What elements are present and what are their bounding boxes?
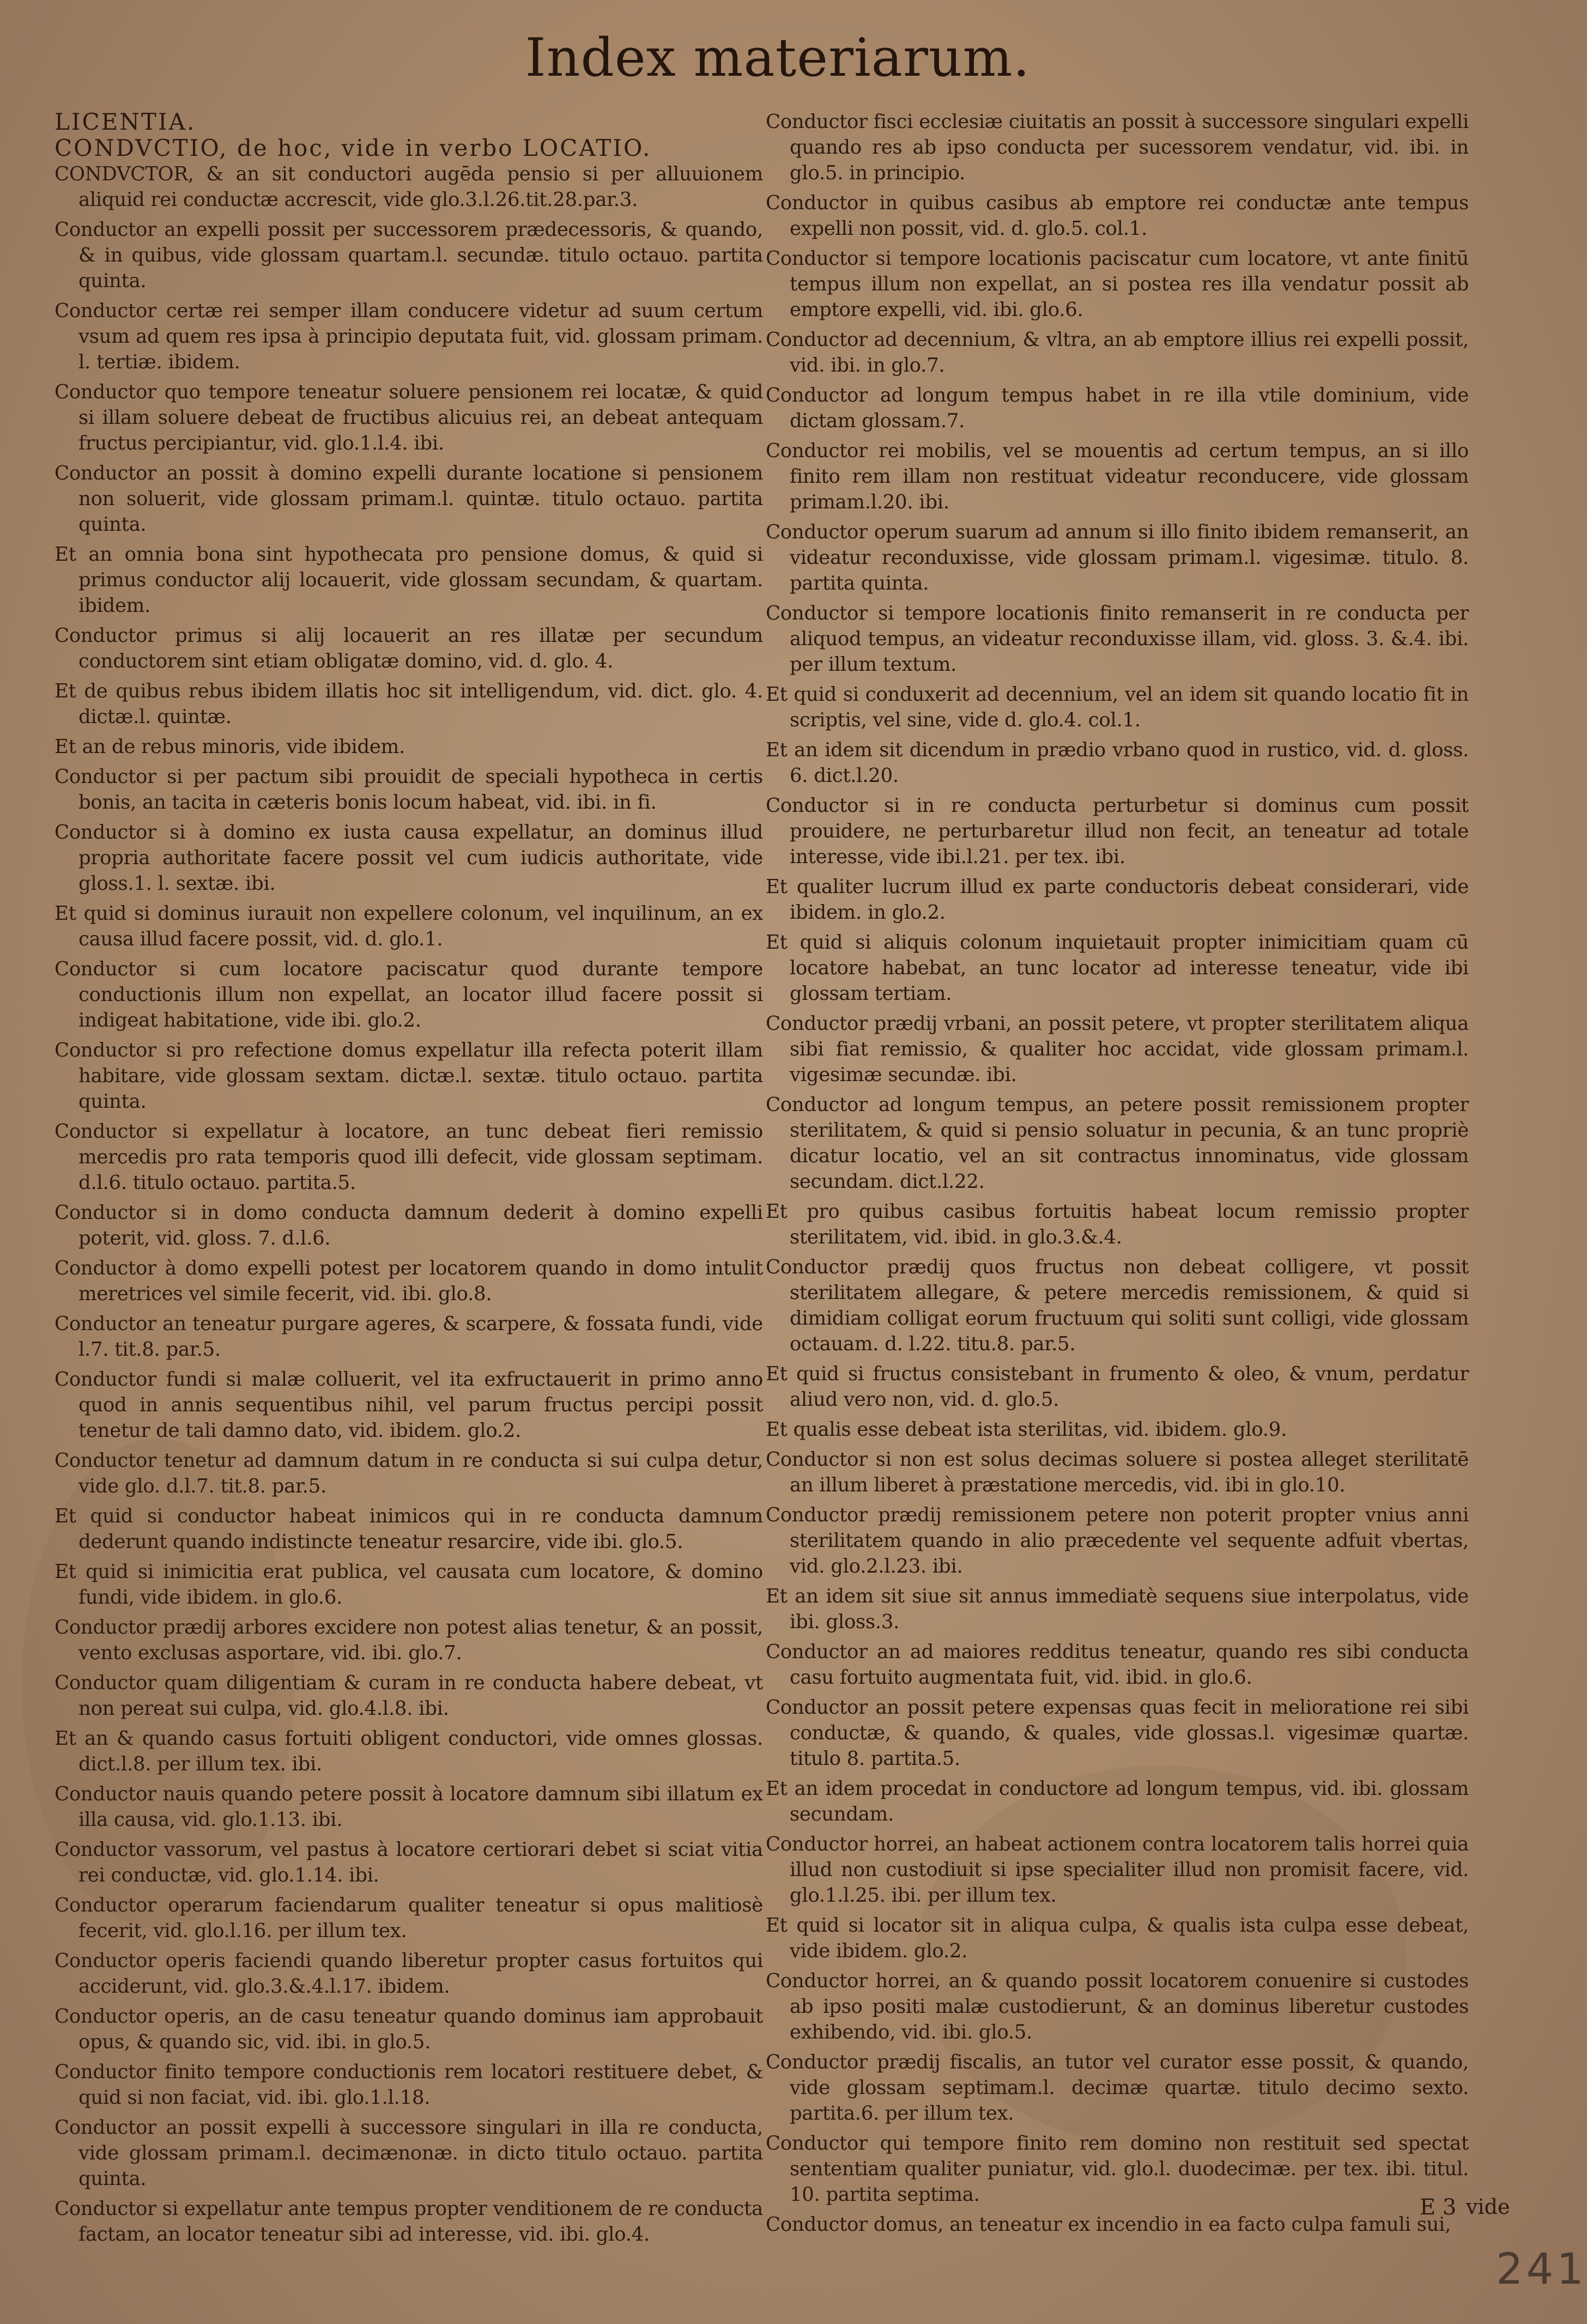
index-entry: Et quid si fructus consistebant in frumento & oleo, & vnum, perdatur aliud vero non, vid. d. glo.5. [766,1363,1469,1411]
catchword: vide [1466,2195,1510,2219]
index-entry: Conductor horrei, an habeat actionem contra locatorem talis horrei quia illud non custodiuit si ipse specialiter illud non promisit facere, vid. glo.1.l.25. ibi. per illum tex. [766,1833,1469,1907]
index-entry: Conductor fundi si malæ colluerit, vel ita exfructauerit in primo anno quod in annis sequentibus nihil, vel parum fructus percipi possit tenetur de tali damno dato, vid. ibidem. glo.2. [54,1368,763,1442]
index-entry: Conductor ad decennium, & vltra, an ab emptore illius rei expelli possit, vid. ibi. in glo.7. [766,329,1469,377]
left-column [54,108,763,2246]
index-entry: Conductor ad longum tempus, an petere possit remissionem propter sterilitatem, & quid si pensio soluatur in pecunia, & an tunc propriè dicatur locatio, vel an sit contractus innominatus, vide glossam secundam. dict.l.22. [766,1094,1469,1193]
index-entry: Et an & quando casus fortuiti obligent conductori, vide omnes glossas. dict.l.8. per illum tex. ibi. [54,1727,763,1775]
index-entry: CONDVCTIO, de hoc, vide in verbo LOCATIO. [54,135,652,161]
index-entry: Conductor an possit expelli à successore singulari in illa re conducta, vide glossam primam.l. decimænonæ. in dicto titulo octauo. partita quinta. [54,2116,763,2190]
index-entry: Conductor si per pactum sibi prouidit de speciali hypotheca in certis bonis, an tacita in cæteris bonis locum habeat, vid. ibi. in fi. [54,766,763,814]
index-entry: Conductor operis, an de casu teneatur quando dominus iam approbauit opus, & quando sic, vid. ibi. in glo.5. [54,2005,763,2053]
index-entry: Conductor vassorum, vel pastus à locatore certiorari debet si sciat vitia rei conductæ, vid. glo.1.14. ibi. [54,1838,763,1886]
index-entry: Et quid si dominus iurauit non expellere colonum, vel inquilinum, an ex causa illud facere possit, vid. d. glo.1. [54,902,763,950]
index-entry: Conductor in quibus casibus ab emptore rei conductæ ante tempus expelli non possit, vid. d. glo.5. col.1. [766,192,1469,240]
index-entry: Conductor prædij fiscalis, an tutor vel curator esse possit, & quando, vide glossam septimam.l. decimæ quartæ. titulo decimo sexto. partita.6. per illum tex. [766,2051,1469,2125]
index-entry: Conductor si expellatur à locatore, an tunc debeat fieri remissio mercedis pro rata temporis quod illi defecit, vide glossam septimam. d.l.6. titulo octauo. partita.5. [54,1120,763,1194]
index-entry: Conductor si expellatur ante tempus propter venditionem de re conducta factam, an locator teneatur sibi ad interesse, vid. ibi. glo.4. [54,2198,763,2246]
index-entry: Conductor si pro refectione domus expellatur illa refecta poterit illam habitare, vide glossam sextam. dictæ.l. sextæ. titulo octauo. partita quinta. [54,1039,763,1113]
index-entry: Et quid si conductor habeat inimicos qui in re conducta damnum dederunt quando indistincte teneatur resarcire, vide ibi. glo.5. [54,1505,763,1553]
index-entry: Conductor si à domino ex iusta causa expellatur, an dominus illud propria authoritate facere possit vel cum iudicis authoritate, vide gloss.1. l. sextæ. ibi. [54,821,763,895]
index-entry: Et an omnia bona sint hypothecata pro pensione domus, & quid si primus conductor alij locauerit, vide glossam secundam, & quartam. ibidem. [54,543,763,617]
index-entry: Conductor operarum faciendarum qualiter teneatur si opus malitiosè fecerit, vid. glo.l.16. per illum tex. [54,1894,763,1942]
index-entry: Conductor fisci ecclesiæ ciuitatis an possit à successore singulari expelli quando res ab ipso conducta per sucessorem vendatur, vid. ibi. in glo.5. in principio. [766,111,1469,184]
right-column [766,109,1469,2236]
index-entry: Conductor si in re conducta perturbetur si dominus cum possit prouidere, ne perturbaretur illud non fecit, an teneatur ad totale interesse, vide ibi.l.21. per tex. ibi. [766,794,1469,868]
index-entry: Conductor prædij vrbani, an possit petere, vt propter sterilitatem aliqua sibi fiat remissio, & qualiter hoc accidat, vide glossam primam.l. vigesimæ secundæ. ibi. [766,1012,1469,1086]
index-entry: Conductor ad longum tempus habet in re illa vtile dominium, vide dictam glossam.7. [766,384,1469,432]
index-entry: Conductor nauis quando petere possit à locatore damnum sibi illatum ex illa causa, vid. glo.1.13. ibi. [54,1783,763,1831]
index-entry: Et quid si locator sit in aliqua culpa, & qualis ista culpa esse debeat, vide ibidem. glo.2. [766,1914,1469,1962]
index-entry: Et an de rebus minoris, vide ibidem. [54,736,405,758]
index-entry: Conductor si cum locatore paciscatur quod durante tempore conductionis illum non expellat, an locator illud facere possit si indigeat habitatione, vide ibi. glo.2. [54,958,763,1031]
index-entry: Conductor si non est solus decimas soluere si postea alleget sterilitatē an illum liberet à præstatione mercedis, vid. ibi in glo.10. [766,1448,1469,1496]
index-entry: Conductor operis faciendi quando liberetur propter casus fortuitos qui acciderunt, vid. glo.3.&.4.l.17. ibidem. [54,1950,763,1998]
index-entry: Conductor à domo expelli potest per locatorem quando in domo intulit meretrices vel simile fecerit, vid. ibi. glo.8. [54,1257,763,1305]
page-title: Index materiarum. [525,27,1031,88]
signature-mark: E 3 [1420,2195,1457,2220]
index-entry: Conductor an teneatur purgare ageres, & scarpere, & fossata fundi, vide l.7. tit.8. par.5. [54,1313,763,1361]
index-entry: Conductor quo tempore teneatur soluere pensionem rei locatæ, & quid si illam soluere debeat de fructibus alicuius rei, an debeat antequam fructus percipiantur, vid. glo.1.l.4. ibi. [54,381,763,454]
index-entry: Conductor si tempore locationis paciscatur cum locatore, vt ante finitū tempus illum non expellat, an si postea res illa vendatur possit ab emptore expelli, vid. ibi. glo.6. [766,247,1469,321]
index-entry: Conductor an ad maiores redditus teneatur, quando res sibi conducta casu fortuito augmentata fuit, vid. ibid. in glo.6. [766,1641,1469,1689]
index-entry: Et an idem sit dicendum in prædio vrbano quod in rustico, vid. d. gloss. 6. dict.l.20. [766,739,1469,787]
index-entry: Conductor domus, an teneatur ex incendio in ea facto culpa famuli sui, [766,2213,1451,2236]
index-entry: CONDVCTOR, & an sit conductori augēda pensio si per alluuionem aliquid rei conductæ accrescit, vide glo.3.l.26.tit.28.par.3. [54,163,763,211]
index-entry: Conductor rei mobilis, vel se mouentis ad certum tempus, an si illo finito rem illam non restituat videatur reconducere, vide glossam primam.l.20. ibi. [766,440,1469,513]
index-entry: Et an idem sit siue sit annus immediatè sequens siue interpolatus, vide ibi. gloss.3. [766,1585,1469,1633]
index-entry: Et an idem procedat in conductore ad longum tempus, vid. ibi. glossam secundam. [766,1777,1469,1825]
index-entry: Conductor an possit petere expensas quas fecit in melioratione rei sibi conductæ, & quando, & quales, vide glossas.l. vigesimæ quartæ. titulo 8. partita.5. [766,1696,1469,1770]
index-entry: LICENTIA. [54,108,196,135]
folio-number: 241 [1496,2245,1587,2294]
index-entry: Conductor primus si alij locauerit an res illatæ per secundum conductorem sint etiam obligatæ domino, vid. d. glo. 4. [54,624,763,672]
index-entry: Et qualiter lucrum illud ex parte conductoris debeat considerari, vide ibidem. in glo.2. [766,876,1469,924]
index-entry: Conductor quam diligentiam & curam in re conducta habere debeat, vt non pereat sui culpa, vid. glo.4.l.8. ibi. [54,1672,763,1720]
index-entry: Conductor si in domo conducta damnum dederit à domino expelli poterit, vid. gloss. 7. d.l.6. [54,1202,763,1249]
index-entry: Conductor certæ rei semper illam conducere videtur ad suum certum vsum ad quem res ipsa à principio deputata fuit, vid. glossam primam. l. tertiæ. ibidem. [54,300,763,373]
index-entry: Et de quibus rebus ibidem illatis hoc sit intelligendum, vid. dict. glo. 4. dictæ.l. quintæ. [54,680,763,728]
index-entry: Conductor operum suarum ad annum si illo finito ibidem remanserit, an videatur reconduxisse, vide glossam primam.l. vigesimæ. titulo. 8. partita quinta. [766,521,1469,594]
index-page [44,22,1587,2302]
index-entry: Conductor tenetur ad damnum datum in re conducta si sui culpa detur, vide glo. d.l.7. tit.8. par.5. [54,1449,763,1497]
index-entry: Conductor horrei, an & quando possit locatorem conuenire si custodes ab ipso positi malæ custodierunt, & an dominus liberetur custodes exhibendo, vid. ibi. glo.5. [766,1970,1469,2043]
index-entry: Conductor prædij arbores excidere non potest alias tenetur, & an possit, vento exclusas asportare, vid. ibi. glo.7. [54,1616,763,1664]
index-entry: Conductor prædij remissionem petere non poterit propter vnius anni sterilitatem quando in alio præcedente vel sequente adfuit vbertas, vid. glo.2.l.23. ibi. [766,1504,1469,1577]
index-entry: Et quid si conduxerit ad decennium, vel an idem sit quando locatio fit in scriptis, vel sine, vide d. glo.4. col.1. [766,683,1469,731]
index-entry: Et pro quibus casibus fortuitis habeat locum remissio propter sterilitatem, vid. ibid. in glo.3.&.4. [766,1200,1469,1248]
index-entry: Conductor si tempore locationis finito remanserit in re conducta per aliquod tempus, an videatur reconduxisse illam, vid. gloss. 3. &.4. ibi. per illum textum. [766,602,1469,676]
index-entry: Conductor an possit à domino expelli durante locatione si pensionem non soluerit, vide glossam primam.l. quintæ. titulo octauo. partita quinta. [54,462,763,536]
index-entry: Conductor finito tempore conductionis rem locatori restituere debet, & quid si non faciat, vid. ibi. glo.1.l.18. [54,2061,763,2109]
index-entry: Et quid si aliquis colonum inquietauit propter inimicitiam quam cū locatore habebat, an tunc locator ad interesse teneatur, vide ibi glossam tertiam. [766,931,1469,1005]
index-entry: Conductor prædij quos fructus non debeat colligere, vt possit sterilitatem allegare, & petere mercedis remissionem, & quid si dimidiam colligat eorum fructuum qui soliti sunt colligi, vide glossam octauam. d. l.22. titu.8. par.5. [766,1256,1469,1355]
index-entry: Et quid si inimicitia erat publica, vel causata cum locatore, & domino fundi, vide ibidem. in glo.6. [54,1561,763,1609]
index-entry: Conductor qui tempore finito rem domino non restituit sed spectat sententiam qualiter puniatur, vid. glo.l. duodecimæ. per tex. ibi. titul. 10. partita septima. [766,2132,1469,2206]
index-entry: Conductor an expelli possit per successorem prædecessoris, & quando, & in quibus, vide glossam quartam.l. secundæ. titulo octauo. partita quinta. [54,219,763,292]
index-entry: Et qualis esse debeat ista sterilitas, vid. ibidem. glo.9. [766,1418,1287,1441]
